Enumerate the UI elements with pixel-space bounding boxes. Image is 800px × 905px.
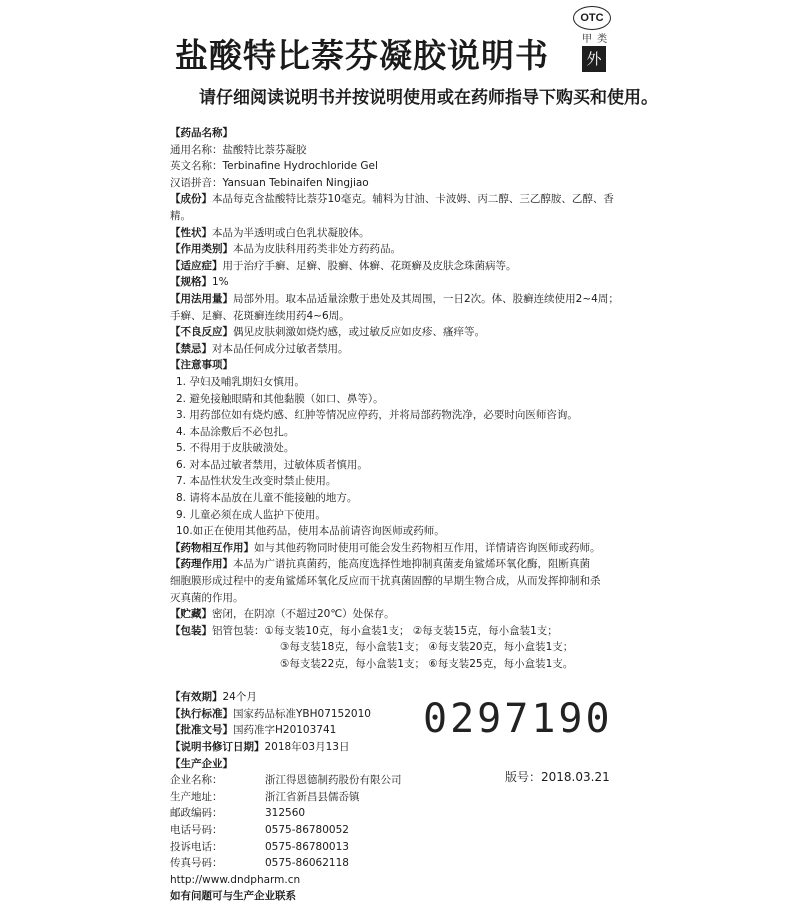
revision-text: 2018年03月13日 (264, 740, 350, 753)
composition-text: 本品每克含盐酸特比萘芬10毫克。辅料为甘油、卡波姆、丙二醇、三乙醇胺、乙醇、香精。 (170, 193, 614, 222)
company-fax-row (170, 855, 625, 872)
company-fax-label: 传真号码： (170, 857, 223, 870)
company-complaint: 0575-86780013 (265, 840, 349, 853)
otc-badge: OTC (573, 6, 611, 30)
adverse-section (170, 324, 625, 341)
properties-section (170, 225, 625, 242)
pharmacology-text-3: 灭真菌的作用。 (170, 591, 244, 604)
version-number: 版号：2018.03.21 (505, 770, 610, 784)
adverse-text: 偶见皮肤刺激如烧灼感，或过敏反应如皮疹、瘙痒等。 (233, 326, 485, 339)
spec-section (170, 274, 625, 291)
company-postcode-row (170, 805, 625, 822)
validity-label: 【有效期】 (170, 691, 223, 704)
category-label: 【作用类别】 (170, 243, 233, 256)
precaution-item: 1. 孕妇及哺乳期妇女慎用。 (176, 375, 305, 388)
company-contact-note: 如有问题可与生产企业联系 (170, 890, 296, 903)
precaution-item: 7. 本品性状发生改变时禁止使用。 (176, 475, 337, 488)
properties-text: 本品为半透明或白色乳状凝胶体。 (212, 226, 370, 239)
packaging-item: ⑤每支装22克，每小盒装1支； (280, 658, 425, 670)
pharmacology-label: 【药理作用】 (170, 558, 233, 571)
class-label: 甲 类 (582, 34, 609, 45)
properties-label: 【性状】 (170, 226, 212, 239)
precautions-label: 【注意事项】 (170, 359, 233, 372)
revision-label: 【说明书修订日期】 (170, 740, 265, 753)
approval-text: 国药准字H20103741 (233, 724, 337, 737)
precaution-item: 9. 儿童必须在成人监护下使用。 (176, 508, 326, 521)
indications-text: 用于治疗手癣、足癣、股癣、体癣、花斑癣及皮肤念珠菌病等。 (222, 259, 517, 272)
company-label: 【生产企业】 (170, 757, 233, 770)
usage-text-2: 手癣、足癣、花斑癣连续用药4~6周。 (170, 309, 350, 322)
precaution-item: 6. 对本品过敏者禁用，过敏体质者慎用。 (176, 458, 368, 471)
interaction-text: 如与其他药物同时使用可能会发生药物相互作用，详情请咨询医师或药师。 (254, 541, 601, 554)
spec-label: 【规格】 (170, 276, 212, 289)
contra-section (170, 341, 625, 358)
composition-label: 【成份】 (170, 193, 212, 206)
contra-label: 【禁忌】 (170, 342, 212, 355)
composition-section (170, 191, 625, 224)
packaging-item: ③每支装18克，每小盒装1支； (280, 641, 425, 654)
storage-text: 密闭，在阴凉（不超过20℃）处保存。 (212, 608, 395, 621)
company-phone-row (170, 822, 625, 839)
precaution-item: 5. 不得用于皮肤破溃处。 (176, 442, 295, 455)
company-complaint-label: 投诉电话： (170, 840, 223, 853)
spec-text: 1% (212, 276, 229, 289)
company-phone-label: 电话号码： (170, 823, 223, 836)
precaution-item: 3. 用药部位如有烧灼感、红肿等情况应停药，并将局部药物洗净，必要时向医师咨询。 (176, 409, 578, 422)
company-address-label: 生产地址： (170, 790, 223, 803)
usage-label: 【用法用量】 (170, 292, 233, 305)
company-website: http://www.dndpharm.cn (170, 873, 301, 886)
pharmacology-text: 本品为广谱抗真菌药，能高度选择性地抑制真菌麦角鲨烯环氧化酶，阻断真菌 (233, 558, 590, 571)
generic-name: 通用名称：盐酸特比萘芬凝胶 (170, 143, 307, 156)
precaution-item: 4. 本品涂敷后不必包扎。 (176, 425, 295, 438)
packaging-item: ②每支装15克，每小盒装1支； (412, 624, 558, 637)
company-name: 浙江得恩德制药股份有限公司 (265, 774, 402, 787)
category-text: 本品为皮肤科用药类非处方药药品。 (233, 243, 401, 256)
spacer (170, 673, 625, 690)
category-section (170, 241, 625, 258)
packaging-item: ⑥每支装25克，每小盒装1支。 (428, 658, 574, 670)
precaution-item: 2. 避免接触眼睛和其他黏膜（如口、鼻等）。 (176, 392, 384, 405)
packaging-row-3 (170, 656, 625, 673)
company-address-row (170, 789, 625, 806)
packaging-label: 【包装】 (170, 624, 212, 637)
english-name: 英文名称：Terbinafine Hydrochloride Gel (170, 160, 378, 173)
standard-label: 【执行标准】 (170, 707, 233, 720)
standard-text: 国家药品标准YBH07152010 (233, 707, 371, 720)
storage-section (170, 606, 625, 623)
company-postcode-label: 邮政编码： (170, 807, 223, 820)
interaction-label: 【药物相互作用】 (170, 541, 254, 554)
indications-section (170, 258, 625, 275)
company-name-label: 企业名称： (170, 774, 223, 787)
contra-text: 对本品任何成分过敏者禁用。 (212, 342, 349, 355)
pharmacology-text-2: 细胞膜形成过程中的麦角鲨烯环氧化反应而干扰真菌固醇的早期生物合成，从而发挥抑制和杀 (170, 575, 601, 588)
pharmacology-section (170, 556, 625, 573)
external-use-mark: 外 (582, 46, 606, 72)
pinyin-name: 汉语拼音：Yansuan Tebinaifen Ningjiao (170, 176, 369, 189)
company-fax: 0575-86062118 (265, 857, 349, 870)
page-subtitle: 请仔细阅读说明书并按说明使用或在药师指导下购买和使用。 (199, 88, 658, 108)
packaging-intro: 铝管包装： (212, 624, 265, 637)
validity-text: 24个月 (222, 691, 257, 704)
company-address: 浙江省新昌县儒岙镇 (265, 790, 360, 803)
company-postcode: 312560 (265, 807, 306, 820)
storage-label: 【贮藏】 (170, 608, 212, 621)
adverse-label: 【不良反应】 (170, 326, 233, 339)
interaction-section (170, 540, 625, 557)
stamped-reference-number: 0297190 (423, 696, 613, 742)
leaflet-body (170, 125, 625, 905)
precaution-item: 10.如正在使用其他药品，使用本品前请咨询医师或药师。 (176, 525, 445, 538)
packaging-item: ①每支装10克，每小盒装1支； (264, 624, 410, 637)
indications-label: 【适应症】 (170, 259, 223, 272)
company-complaint-row (170, 839, 625, 856)
section-drug-name: 【药品名称】 (170, 127, 233, 139)
approval-label: 【批准文号】 (170, 724, 233, 737)
packaging-section (170, 623, 625, 640)
packaging-row-2 (170, 639, 625, 656)
packaging-item: ④每支装20克，每小盒装1支； (428, 641, 574, 654)
precaution-item: 8. 请将本品放在儿童不能接触的地方。 (176, 492, 358, 505)
usage-text: 局部外用。取本品适量涂敷于患处及其周围，一日2次。体、股癣连续使用2~4周； (233, 292, 619, 305)
company-phone: 0575-86780052 (265, 823, 349, 836)
page-title: 盐酸特比萘芬凝胶说明书 (175, 36, 549, 75)
usage-section (170, 291, 625, 308)
